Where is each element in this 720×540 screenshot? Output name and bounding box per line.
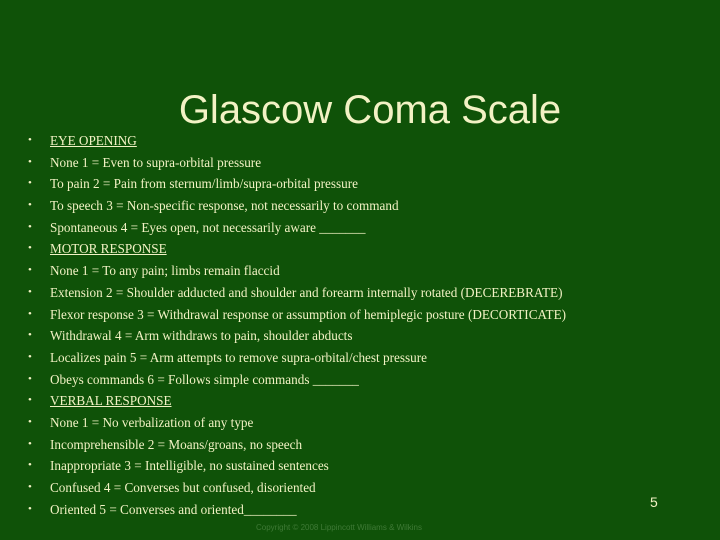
- item-text: Withdrawal 4 = Arm withdraws to pain, shoulder abducts: [50, 328, 353, 344]
- list-item: [28, 412, 566, 434]
- item-text: Inappropriate 3 = Intelligible, no sustained sentences: [50, 458, 329, 474]
- item-text: None 1 = No verbalization of any type: [50, 414, 254, 430]
- bullet-marker: •: [28, 459, 32, 472]
- bullet-marker: •: [28, 199, 32, 212]
- bullet-marker: •: [28, 285, 32, 298]
- bullet-marker: •: [28, 329, 32, 342]
- list-item: [28, 173, 566, 195]
- list-item: [28, 238, 566, 260]
- bullet-marker: •: [28, 481, 32, 493]
- bullet-marker: •: [28, 220, 32, 233]
- list-item: [28, 325, 566, 347]
- list-item: [28, 130, 566, 152]
- bullet-marker: •: [28, 350, 32, 363]
- bullet-marker: •: [28, 437, 32, 450]
- list-item: [28, 217, 566, 239]
- item-text: Flexor response 3 = Withdrawal response or assumption of hemiplegic posture (DECORTICATE): [50, 306, 567, 322]
- item-text: Localizes pain 5 = Arm attempts to remove supra-orbital/chest pressure: [50, 349, 427, 365]
- list-item: [28, 369, 566, 391]
- section-heading-verbal-response: VERBAL RESPONSE: [50, 393, 172, 409]
- item-text: To pain 2 = Pain from sternum/limb/supra-orbital pressure: [50, 176, 358, 192]
- list-item: [28, 477, 566, 499]
- bullet-marker: •: [28, 372, 32, 385]
- list-item: [28, 347, 566, 369]
- list-item: [28, 455, 566, 477]
- item-text: Spontaneous 4 = Eyes open, not necessarily aware _______: [50, 219, 366, 235]
- bullet-marker: •: [28, 134, 32, 146]
- list-item: [28, 195, 566, 217]
- copyright-notice: Copyright © 2008 Lippincott Williams & Wilkins: [256, 523, 422, 532]
- item-text: None 1 = Even to supra-orbital pressure: [50, 154, 262, 170]
- bullet-marker: •: [28, 177, 32, 190]
- item-text: Incomprehensible 2 = Moans/groans, no speech: [50, 436, 303, 452]
- slide-title: Glascow Coma Scale: [178, 88, 562, 132]
- bullet-marker: •: [28, 415, 32, 428]
- list-item: [28, 390, 566, 412]
- section-heading-eye-opening: EYE OPENING: [50, 133, 137, 148]
- list-item: [28, 304, 566, 326]
- bullet-marker: •: [28, 264, 32, 277]
- list-item: [28, 152, 566, 174]
- bullet-list: [28, 130, 566, 520]
- list-item: [28, 434, 566, 456]
- item-text: Extension 2 = Shoulder adducted and shoulder and forearm internally rotated (DECEREBRATE): [50, 284, 563, 300]
- bullet-marker: •: [28, 307, 32, 320]
- item-text: Oriented 5 = Converses and oriented________: [50, 501, 297, 517]
- section-heading-motor-response: MOTOR RESPONSE: [50, 241, 167, 257]
- item-text: To speech 3 = Non-specific response, not necessarily to command: [50, 198, 399, 214]
- bullet-marker: •: [28, 155, 32, 168]
- page-number: 5: [650, 494, 658, 510]
- list-item: [28, 260, 566, 282]
- bullet-marker: •: [28, 502, 32, 515]
- bullet-marker: •: [28, 394, 32, 407]
- item-text: Confused 4 = Converses but confused, disoriented: [50, 480, 316, 495]
- list-item: [28, 499, 566, 521]
- bullet-marker: •: [28, 242, 32, 255]
- list-item: [28, 282, 566, 304]
- item-text: Obeys commands 6 = Follows simple commands _______: [50, 371, 359, 387]
- item-text: None 1 = To any pain; limbs remain flaccid: [50, 263, 280, 279]
